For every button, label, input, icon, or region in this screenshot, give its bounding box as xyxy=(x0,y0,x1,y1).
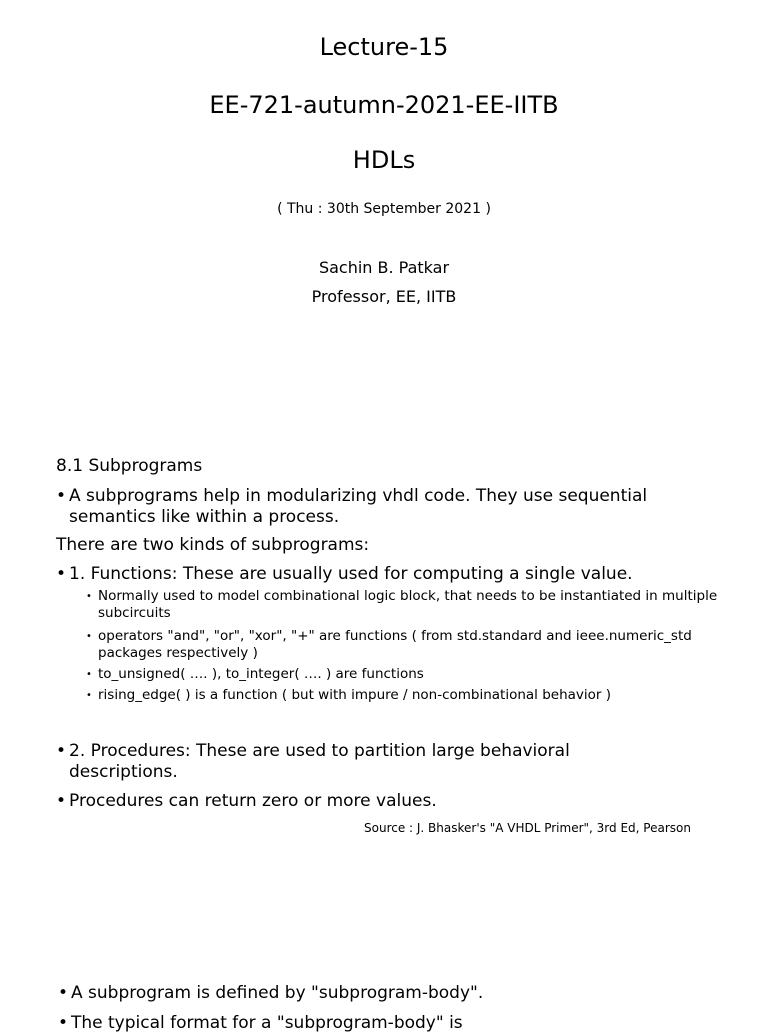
source-citation: Source : J. Bhasker's "A VHDL Primer", 3rd Ed, Pearson xyxy=(364,821,691,835)
section-heading: 8.1 Subprograms xyxy=(56,456,203,476)
bullet-marker: • xyxy=(56,791,67,811)
bullet-text: A subprograms help in modularizing vhdl code. They use sequential semantics like within a process. xyxy=(69,486,648,527)
sub-bullet-marker: • xyxy=(86,690,92,701)
bullet-text: The typical format for a "subprogram-body" is xyxy=(71,1013,463,1033)
sub-bullet-text: operators "and", "or", "xor", "+" are functions ( from std.standard and ieee.numeric_std packages respectively ) xyxy=(98,628,692,661)
sub-bullet-text: rising_edge( ) is a function ( but with impure / non-combinational behavior ) xyxy=(98,687,612,703)
sub-bullet-marker: • xyxy=(86,631,92,642)
course-title: EE-721-autumn-2021-EE-IITB xyxy=(209,91,559,119)
sub-bullet xyxy=(86,588,726,622)
lecture-title: Lecture-15 xyxy=(319,33,449,61)
sub-bullet xyxy=(86,666,726,683)
bullet-text: A subprogram is defined by "subprogram-body". xyxy=(71,983,484,1003)
sub-bullet-text: Normally used to model combinational logic block, that needs to be instantiated in multiple subcircuits xyxy=(98,588,718,621)
bullet-procedures-return xyxy=(56,791,696,812)
bullet-subprogram-body xyxy=(58,983,718,1004)
topic-title: HDLs xyxy=(352,146,416,174)
bullet-marker: • xyxy=(56,564,67,584)
sub-bullet-marker: • xyxy=(86,591,92,602)
sub-bullet xyxy=(86,628,726,662)
lecture-date: ( Thu : 30th September 2021 ) xyxy=(277,201,491,217)
bullet-text: 1. Functions: These are usually used for computing a single value. xyxy=(69,564,633,584)
kinds-text: There are two kinds of subprograms: xyxy=(56,535,370,555)
sub-bullet xyxy=(86,687,726,704)
bullet-marker: • xyxy=(58,1013,69,1033)
sub-bullet-marker: • xyxy=(86,669,92,680)
title-slide xyxy=(0,0,768,400)
bullet-modularizing xyxy=(56,486,676,528)
author-role: Professor, EE, IITB xyxy=(311,287,457,306)
bullet-marker: • xyxy=(58,983,69,1003)
bullet-text: 2. Procedures: These are used to partition large behavioral descriptions. xyxy=(69,741,570,782)
subprogram-body-slide xyxy=(0,966,768,1033)
bullet-marker: • xyxy=(56,486,67,506)
bullet-functions xyxy=(56,564,696,585)
bullet-text: Procedures can return zero or more values. xyxy=(69,791,437,811)
bullet-marker: • xyxy=(56,741,67,761)
subprograms-slide xyxy=(0,440,768,880)
sub-bullet-text: to_unsigned( …. ), to_integer( …. ) are functions xyxy=(98,666,424,682)
author-name: Sachin B. Patkar xyxy=(318,258,450,277)
bullet-procedures xyxy=(56,741,656,783)
